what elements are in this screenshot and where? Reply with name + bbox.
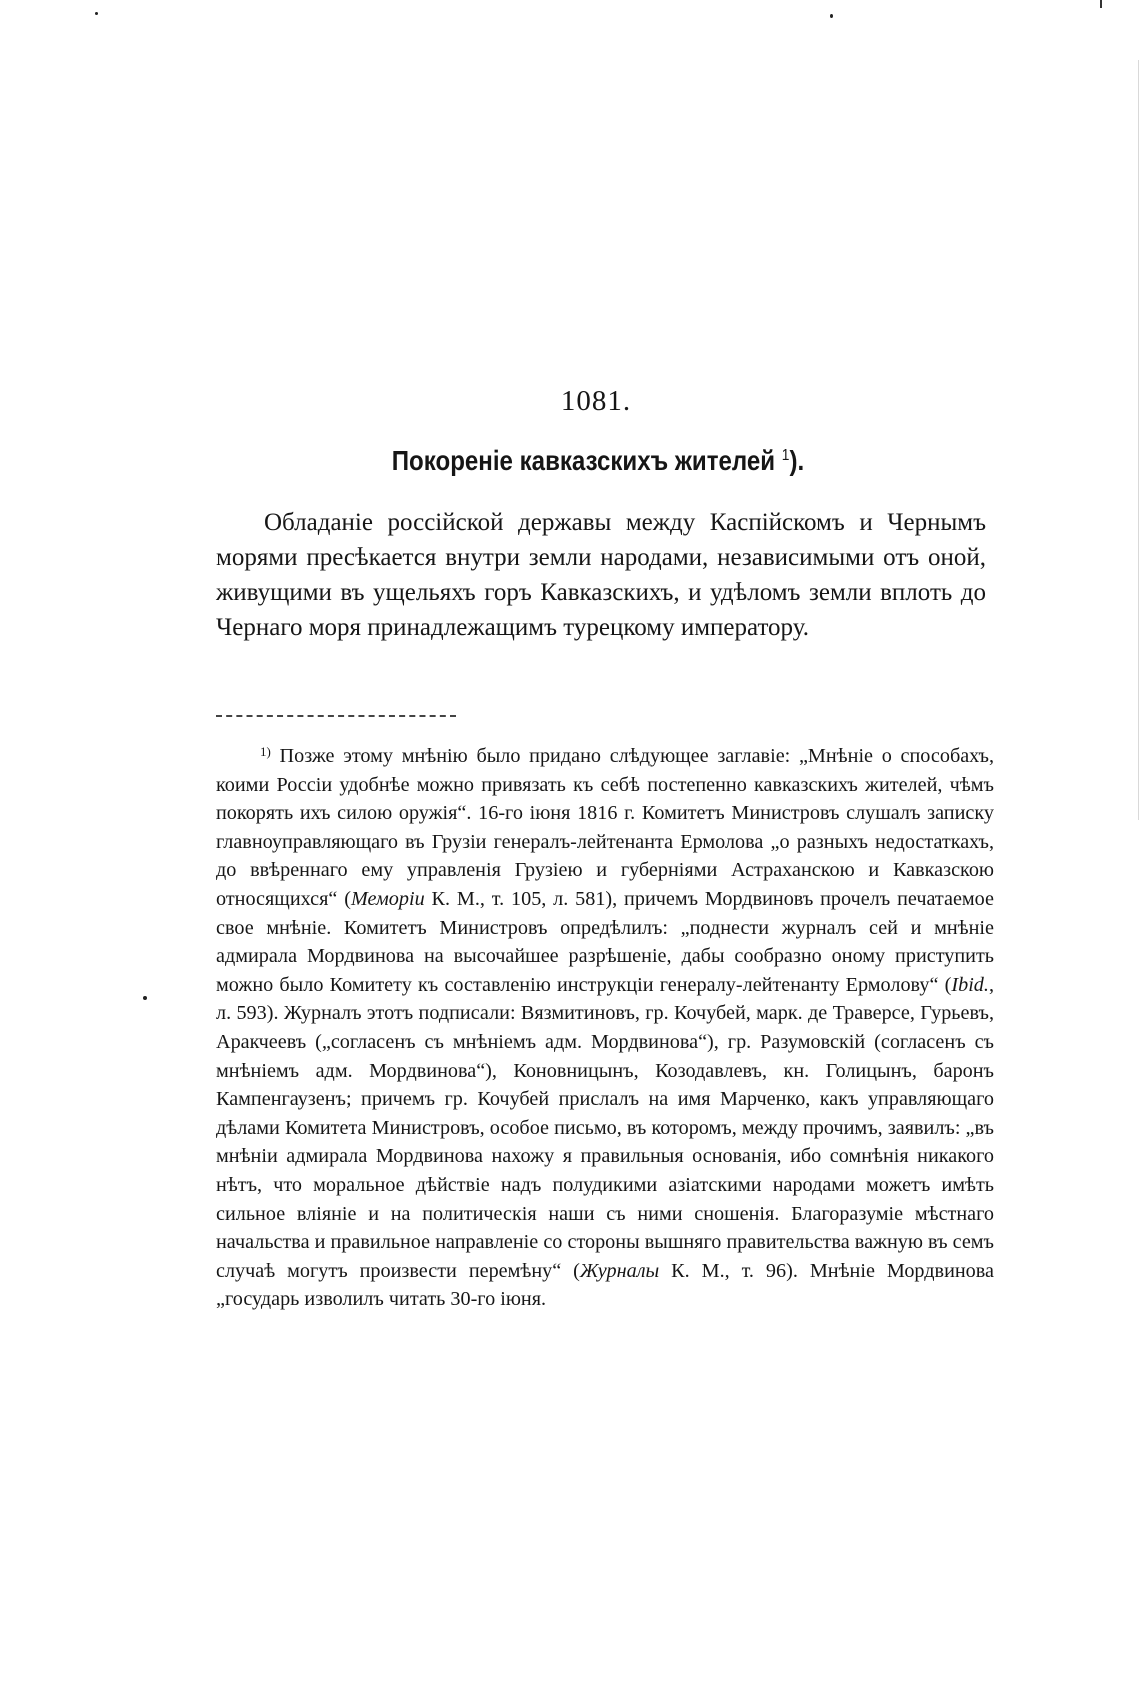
footnote-reference-zhurnaly: Журналы [579,1259,660,1282]
scan-edge-shadow [1138,60,1139,820]
footnote-separator [216,715,456,717]
scan-edge-mark [1100,0,1102,8]
footnote-reference-ibid: Ibid. [951,973,989,996]
footnote-reference-memorii: Меморіи [350,887,425,910]
title-close: ). [789,445,805,476]
document-title [85,445,1065,477]
scan-speck [143,996,147,1000]
scan-speck [830,14,833,18]
title-text: Покореніе кавказскихъ жителей [391,445,776,476]
title-footnote-ref: 1 [781,447,790,464]
footnote-text: Позже этому мнѣнію было придано слѣдующее заглавіе: „Мнѣніе о способахъ, коими Россіи удобнѣе можно привязать къ себѣ постепенно кавказскихъ жителей, чѣмъ покорять ихъ силою оружія“. 16-го іюня 1816 г. Комитетъ Министровъ слушалъ записку главноуправляющаго въ Грузіи генералъ-лейтенанта Ермолова „о разныхъ недостаткахъ, до ввѣреннаго ему управленія Грузіею и губерніями Астраханскою и Кавказскою относящихся“ ( [216,745,994,910]
main-paragraph: Обладаніе россійской державы между Каспійскомъ и Чернымъ морями пресѣкается внутри земли народами, независимыми отъ оной, живущими въ ущельяхъ горъ Кавказскихъ, и удѣломъ земли вплоть до Чернаго моря принадлежащимъ турецкому императору. [216,509,986,641]
footnote-text: К. М., т. 96). Мнѣніе Мордвинова „государь изволилъ читать 30-го іюня. [216,1259,994,1311]
document-number: 1081. [560,385,632,417]
footnote-text: , л. 593). Журналъ этотъ подписали: Вязмитиновъ, гр. Кочубей, марк. де Траверсе, Гурьевъ, Аракчеевъ („согласенъ съ мнѣніемъ адм. Мордвинова“), гр. Разумовскій (согласенъ съ мнѣніемъ адм. Мордвинова“), Коновницынъ, Козодавлевъ, кн. Голицынъ, баронъ Кампенгаузенъ; причемъ гр. Кочубей прислалъ на имя Марченко, какъ управляющаго дѣлами Комитета Министровъ, особое письмо, въ которомъ, между прочимъ, заявилъ: „въ мнѣніи адмирала Мордвинова нахожу я правильныя основанія, ибо сомнѣнія никакого нѣтъ, что моральное дѣйствіе надъ полудикими азіатскими народами можетъ имѣть сильное вліяніе и на политическія наши съ ними сношенія. Благоразуміе мѣстнаго начальства и правильное направленіе со стороны вышняго правительства важную въ семъ случаѣ могутъ произвести перемѣну“ ( [216,973,994,1282]
footnote [216,738,994,1314]
footnote-text: К. М., т. 105, л. 581), причемъ Мордвиновъ прочелъ печатаемое свое мнѣніе. Комитетъ Министровъ опредѣлилъ: „поднести журналъ сей и мнѣніе адмирала Мордвинова на высочайшее разрѣшеніе, дабы сообразно оному приступить можно было Комитету къ составленію инструкціи генералу-лейтенанту Ермолову“ ( [216,887,994,996]
scan-speck [95,12,98,15]
footnote-marker: 1) [260,744,271,759]
